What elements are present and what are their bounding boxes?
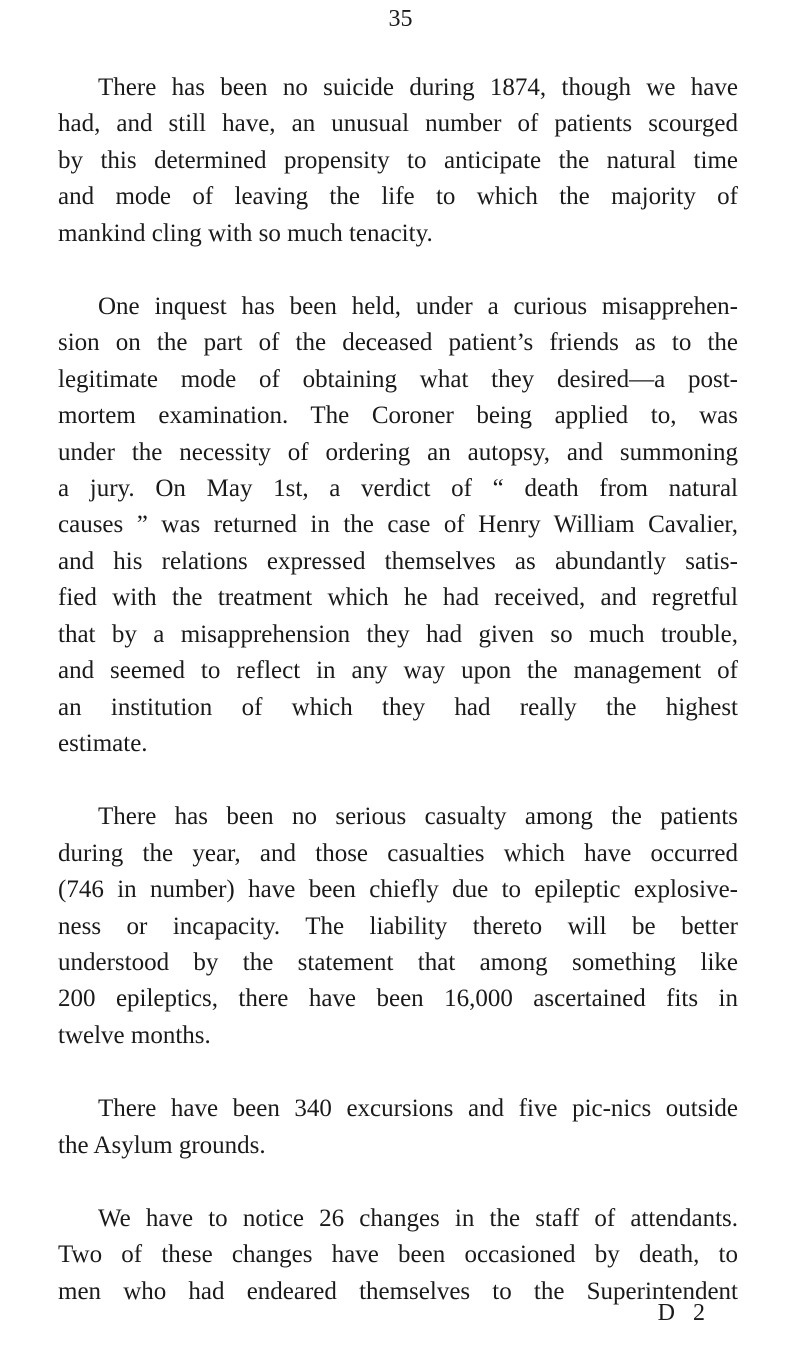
text-line: (746 in number) have been chiefly due to epileptic explosive- — [58, 876, 738, 904]
text-line: sion on the part of the deceased patient’s friends as to the — [58, 329, 738, 357]
text-line: had, and still have, an unusual number of patients scourged — [58, 110, 738, 138]
text-line: and seemed to reflect in any way upon the management of — [58, 657, 738, 685]
text-line: ness or incapacity. The liability thereto will be better — [58, 912, 738, 940]
text-line: that by a misapprehension they had given so much trouble, — [58, 620, 738, 648]
text-line: There has been no suicide during 1874, though we have — [98, 74, 738, 101]
paragraph-casualty — [58, 799, 738, 1054]
paragraph-excursions — [58, 1091, 738, 1164]
paragraph-suicide — [58, 70, 738, 252]
text-line: 200 epileptics, there have been 16,000 ascertained fits in — [58, 985, 738, 1013]
text-line: men who had endeared themselves to the Superintendent — [58, 1277, 738, 1305]
text-line: We have to notice 26 changes in the staff of attendants. — [98, 1204, 738, 1232]
page-number: 35 — [388, 6, 413, 32]
text-line: twelve months. — [58, 1021, 211, 1049]
text-line: fied with the treatment which he had received, and regretful — [58, 584, 738, 612]
text-line: a jury. On May 1st, a verdict of “ death from natural — [58, 475, 738, 503]
text-line: under the necessity of ordering an autopsy, and summoning — [58, 438, 738, 466]
text-line: There has been no serious casualty among the patients — [98, 803, 738, 831]
text-line: by this determined propensity to anticipate the natural time — [58, 146, 738, 174]
paragraph-inquest — [58, 289, 738, 762]
text-line: One inquest has been held, under a curious misapprehen- — [98, 293, 738, 321]
text-line: understood by the statement that among something like — [58, 948, 738, 976]
body-text — [58, 70, 738, 1347]
text-line: Two of these changes have been occasioned by death, to — [58, 1241, 738, 1269]
paragraph-staff — [58, 1201, 738, 1310]
text-line: legitimate mode of obtaining what they desired—a post- — [58, 365, 738, 393]
text-line: mortem examination. The Coroner being applied to, was — [58, 402, 738, 430]
text-line: estimate. — [58, 729, 148, 757]
text-line: the Asylum grounds. — [58, 1131, 266, 1159]
text-line: causes ” was returned in the case of Henry William Cavalier, — [58, 511, 738, 539]
text-line: during the year, and those casualties which have occurred — [58, 839, 738, 867]
text-line: There have been 340 excursions and five pic-nics outside — [98, 1095, 738, 1123]
text-line: mankind cling with so much tenacity. — [58, 219, 433, 247]
text-line: and his relations expressed themselves as abundantly satis- — [58, 547, 738, 575]
signature-mark: D 2 — [657, 1300, 711, 1326]
text-line: an institution of which they had really the highest — [58, 693, 738, 721]
text-line: and mode of leaving the life to which the majority of — [58, 183, 738, 211]
